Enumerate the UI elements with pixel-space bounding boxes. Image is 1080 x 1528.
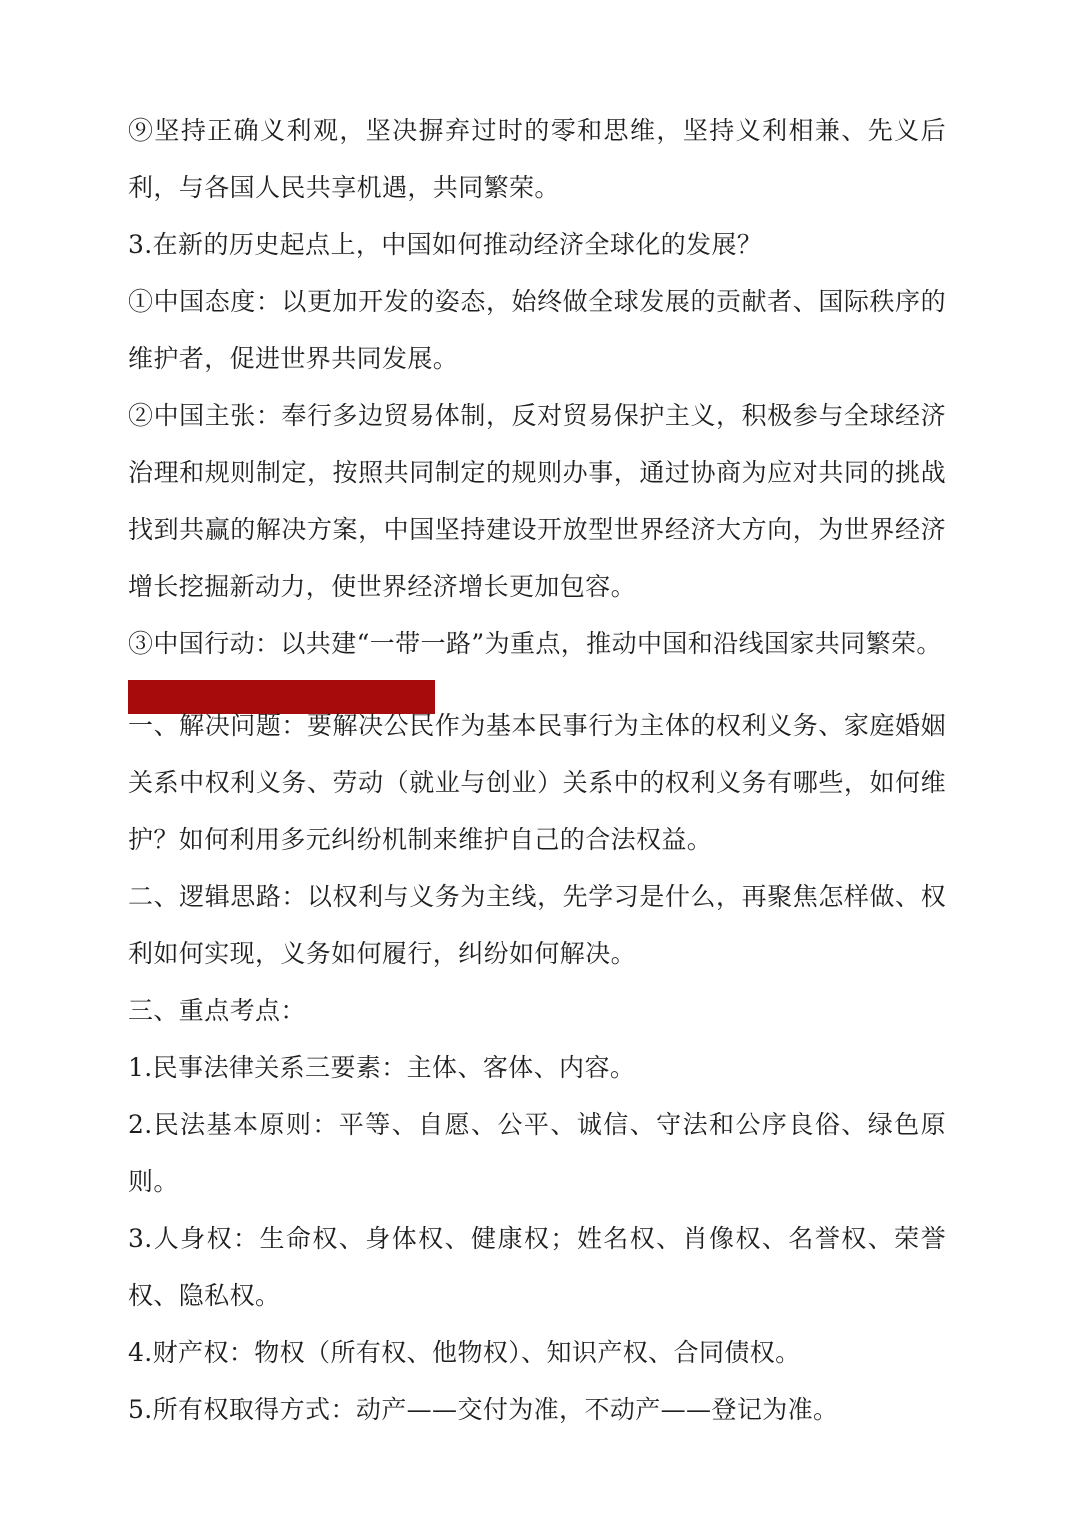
paragraph: 二、逻辑思路：以权利与义务为主线，先学习是什么，再聚焦怎样做、权利如何实现，义务如何履行，纠纷如何解决。	[128, 882, 946, 968]
paragraph: 3.在新的历史起点上，中国如何推动经济全球化的发展？	[128, 230, 763, 259]
paragraph: ③中国行动：以共建“一带一路”为重点，推动中国和沿线国家共同繁荣。	[128, 629, 942, 658]
paragraph: ①中国态度：以更加开发的姿态，始终做全球发展的贡献者、国际秩序的维护者，促进世界共同发展。	[128, 287, 946, 373]
list-item: 2.民法基本原则：平等、自愿、公平、诚信、守法和公序良俗、绿色原则。	[128, 1110, 946, 1196]
list-item: 4.财产权：物权（所有权、他物权）、知识产权、合同债权。	[128, 1338, 801, 1367]
list-item: 1.民事法律关系三要素：主体、客体、内容。	[128, 1053, 636, 1082]
paragraph: 一、解决问题：要解决公民作为基本民事行为主体的权利义务、家庭婚姻关系中权利义务、劳动（就业与创业）关系中的权利义务有哪些，如何维护？如何利用多元纠纷机制来维护自己的合法权益。	[128, 711, 946, 854]
section-heading: 三、重点考点：	[128, 996, 306, 1025]
list-item: 3.人身权：生命权、身体权、健康权；姓名权、肖像权、名誉权、荣誉权、隐私权。	[128, 1224, 946, 1310]
text-section-bottom	[128, 697, 946, 1438]
text-section-top	[128, 102, 946, 672]
list-item: 5.所有权取得方式：动产——交付为准，不动产——登记为准。	[128, 1395, 839, 1424]
paragraph: ②中国主张：奉行多边贸易体制，反对贸易保护主义，积极参与全球经济治理和规则制定，按照共同制定的规则办事，通过协商为应对共同的挑战找到共赢的解决方案，中国坚持建设开放型世界经济大方向，为世界经济增长挖掘新动力，使世界经济增长更加包容。	[128, 401, 946, 601]
paragraph: ⑨坚持正确义利观，坚决摒弃过时的零和思维，坚持义利相兼、先义后利，与各国人民共享机遇，共同繁荣。	[128, 116, 946, 202]
